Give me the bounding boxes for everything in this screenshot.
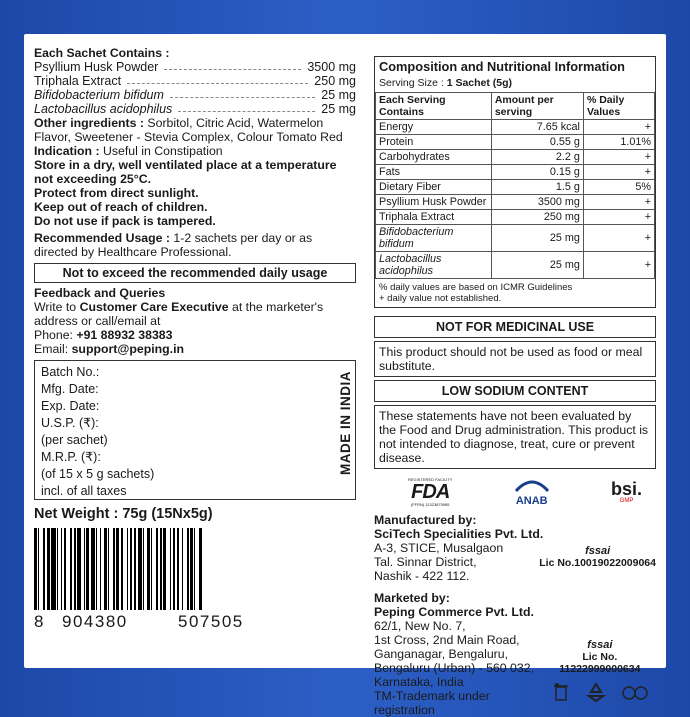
email-address[interactable]: support@peping.in <box>71 342 184 356</box>
cell-dv: + <box>583 195 654 210</box>
cell-amount: 2.2 g <box>491 150 583 165</box>
cell-amount: 3500 mg <box>491 195 583 210</box>
low-sodium-title: LOW SODIUM CONTENT <box>441 384 589 398</box>
serving-label: Serving Size : <box>379 77 447 89</box>
marketer-address-2: 1st Cross, 2nd Main Road, <box>374 633 520 647</box>
marketer-fssai <box>544 619 656 717</box>
footnote-2: + daily value not established. <box>379 293 502 304</box>
barcode-digit-1: 8 <box>34 612 45 631</box>
trash-bin-icon <box>551 681 571 703</box>
recycle-icon <box>585 681 607 703</box>
marketer-heading: Marketed by: <box>374 591 450 605</box>
fda-logo-text: FDA <box>411 481 450 503</box>
not-medicinal-text-box <box>374 341 656 377</box>
phone-number[interactable]: +91 88932 38383 <box>76 328 173 342</box>
table-row <box>376 150 655 165</box>
marketer-block <box>374 591 656 717</box>
recycle-icons <box>544 681 656 703</box>
phone-line <box>34 328 356 342</box>
mrp: M.R.P. (₹): <box>41 450 101 464</box>
marketer-name: Peping Commerce Pvt. Ltd. <box>374 605 534 619</box>
manufacturer-row <box>374 541 656 583</box>
cell-name: Protein <box>376 135 492 150</box>
cell-name: Psyllium Husk Powder <box>376 195 492 210</box>
barcode-digit-2: 904380 <box>62 612 128 631</box>
table-row <box>376 195 655 210</box>
other-ingredients-text: Sorbitol, Citric Acid, Watermelon Flavor, Sweetener - Stevia Complex, Colour Tomato Red <box>34 116 343 144</box>
not-medicinal-title: NOT FOR MEDICINAL USE <box>435 320 595 334</box>
sachet-item-name: Triphala Extract <box>34 74 122 88</box>
table-row <box>376 180 655 195</box>
daily-usage-notice: Not to exceed the recommended daily usage <box>34 263 356 283</box>
usp: U.S.P. (₹): <box>41 416 99 430</box>
sachet-item-amount: 25 mg <box>321 88 356 102</box>
not-medicinal-box <box>374 316 656 338</box>
cell-dv: + <box>583 210 654 225</box>
table-row <box>376 252 655 279</box>
made-in-india: MADE IN INDIA <box>338 371 353 475</box>
manufacturer-name: SciTech Specialities Pvt. Ltd. <box>374 527 544 541</box>
cell-name: Fats <box>376 165 492 180</box>
table-row <box>376 210 655 225</box>
low-sodium-box <box>374 380 656 402</box>
cell-name: Lactobacillus acidophilus <box>376 252 492 279</box>
manufacturer-address <box>374 541 503 583</box>
cell-name: Carbohydrates <box>376 150 492 165</box>
col-header-amount: Amount per serving <box>491 93 583 120</box>
taxes-note: incl. of all taxes <box>41 484 127 498</box>
cell-amount: 1.5 g <box>491 180 583 195</box>
fssai-logo-2: fssai <box>587 639 613 651</box>
left-column <box>34 46 356 632</box>
sachet-item-name: Lactobacillus acidophilus <box>34 102 173 116</box>
usage-text: 1-2 sachets per day or as directed by Healthcare Professional. <box>34 231 313 259</box>
exp-date: Exp. Date: <box>41 399 100 413</box>
right-column <box>374 56 656 717</box>
batch-no: Batch No.: <box>41 365 100 379</box>
mfg-date: Mfg. Date: <box>41 382 99 396</box>
fssai-logo: fssai <box>585 545 611 557</box>
nutrition-footnote <box>375 279 655 307</box>
cell-name: Bifidobacterium bifidum <box>376 225 492 252</box>
feedback-text-b: Customer Care Executive <box>79 300 229 314</box>
cell-dv: + <box>583 165 654 180</box>
barcode <box>34 528 356 610</box>
marketer-address <box>374 619 544 717</box>
warning-0: Store in a dry, well ventilated place at a temperature not exceeding 25°C. <box>34 158 337 186</box>
serving-value: 1 Sachet (5g) <box>446 77 513 89</box>
feedback-text-a: Write to <box>34 300 80 314</box>
table-row <box>376 120 655 135</box>
swachh-bharat-icon <box>621 681 649 703</box>
manufacturer-block <box>374 513 656 583</box>
sachet-item-amount: 25 mg <box>321 102 356 116</box>
cell-amount: 7.65 kcal <box>491 120 583 135</box>
cell-name: Energy <box>376 120 492 135</box>
barcode-bar <box>202 528 203 610</box>
cell-dv: + <box>583 225 654 252</box>
disclaimer-box <box>374 405 656 469</box>
anab-logo <box>512 477 552 507</box>
leader-dots <box>178 102 315 112</box>
serving-size <box>375 76 655 92</box>
barcode-digit-3: 507505 <box>178 612 244 631</box>
mrp-qty: (of 15 x 5 g sachets) <box>41 467 155 481</box>
marketer-address-5: Karnataka, India <box>374 675 464 689</box>
anab-logo-text: ANAB <box>515 495 548 507</box>
manufacturer-address-2: Tal. Sinnar District, <box>374 555 477 569</box>
cell-amount: 25 mg <box>491 225 583 252</box>
marketer-lic: Lic No. 11222999000634 <box>559 651 641 675</box>
leader-dots <box>170 88 315 98</box>
usage-label: Recommended Usage : <box>34 231 170 245</box>
sachet-list <box>34 60 356 116</box>
warning-3: Do not use if pack is tampered. <box>34 214 216 228</box>
cert-logos <box>374 477 656 507</box>
cell-dv: 1.01% <box>583 135 654 150</box>
cell-dv: + <box>583 120 654 135</box>
phone-label: Phone: <box>34 328 77 342</box>
bsi-logo <box>611 480 642 504</box>
feedback-text <box>34 300 356 328</box>
footnote-1: % daily values are based on ICMR Guidelines <box>379 282 573 293</box>
sachet-heading: Each Sachet Contains : <box>34 46 170 60</box>
cell-dv: 5% <box>583 180 654 195</box>
marketer-address-4: Bengaluru (Urban) - 560 032, <box>374 661 534 675</box>
warning-1: Protect from direct sunlight. <box>34 186 199 200</box>
disclaimer-text: These statements have not been evaluated by the Food and Drug administration. This product is not intended to diagnose, treat, cure or prevent disease. <box>379 409 649 465</box>
leader-dots <box>127 74 308 84</box>
anab-arc-icon <box>512 477 552 491</box>
col-header-name: Each Serving Contains <box>376 93 492 120</box>
indication <box>34 144 356 158</box>
bsi-logo-text: bsi. <box>610 479 642 499</box>
cell-amount: 0.55 g <box>491 135 583 150</box>
table-row <box>376 135 655 150</box>
sachet-item-name: Bifidobacterium bifidum <box>34 88 164 102</box>
manufacturer-lic: Lic No.10019022009064 <box>539 557 656 569</box>
sachet-item <box>34 60 356 74</box>
batch-box <box>34 360 356 500</box>
recommended-usage <box>34 231 356 259</box>
cell-name: Triphala Extract <box>376 210 492 225</box>
other-ingredients <box>34 116 356 144</box>
manufacturer-address-1: A-3, STICE, Musalgaon <box>374 541 504 555</box>
sachet-item <box>34 88 356 102</box>
table-row <box>376 225 655 252</box>
sachet-item <box>34 102 356 116</box>
manufacturer-address-3: Nashik - 422 112. <box>374 569 470 583</box>
fda-logo <box>408 477 452 507</box>
cell-amount: 250 mg <box>491 210 583 225</box>
email-label: Email: <box>34 342 72 356</box>
nutrition-panel <box>374 56 656 308</box>
indication-text: Useful in Constipation <box>99 144 223 158</box>
email-line <box>34 342 356 356</box>
other-ingredients-label: Other ingredients : <box>34 116 144 130</box>
marketer-address-3: Ganganagar, Bengaluru, <box>374 647 509 661</box>
table-row <box>376 165 655 180</box>
marketer-address-1: 62/1, New No. 7, <box>374 619 466 633</box>
leader-dots <box>164 60 301 70</box>
cell-amount: 0.15 g <box>491 165 583 180</box>
trademark-note: TM-Trademark under registration <box>374 689 490 717</box>
barcode-digits <box>34 612 356 632</box>
per-sachet: (per sachet) <box>41 433 108 447</box>
fda-logo-top: REGISTERED FACILITY <box>408 477 453 482</box>
cell-dv: + <box>583 252 654 279</box>
cell-amount: 25 mg <box>491 252 583 279</box>
cell-name: Dietary Fiber <box>376 180 492 195</box>
sachet-item-amount: 250 mg <box>314 74 356 88</box>
manufacturer-fssai <box>539 541 656 583</box>
warning-2: Keep out of reach of children. <box>34 200 208 214</box>
indication-label: Indication : <box>34 144 100 158</box>
marketer-row <box>374 619 656 717</box>
feedback-heading: Feedback and Queries <box>34 286 166 300</box>
nutrition-table <box>375 92 655 279</box>
fda-logo-bottom: (FFRN) 11323875985 <box>410 502 450 507</box>
cell-dv: + <box>583 150 654 165</box>
not-medicinal-text: This product should not be used as food or meal substitute. <box>379 345 643 373</box>
col-header-dv: % Daily Values <box>583 93 654 120</box>
sachet-item-name: Psyllium Husk Powder <box>34 60 159 74</box>
net-weight: Net Weight : 75g (15Nx5g) <box>34 506 213 522</box>
bsi-logo-sub: GMP <box>619 498 634 504</box>
feedback-text-c: at the marketer's address or call/email at <box>34 300 324 328</box>
sachet-item-amount: 3500 mg <box>307 60 356 74</box>
label-panel <box>24 34 666 717</box>
nutrition-title: Composition and Nutritional Information <box>379 59 625 74</box>
manufacturer-heading: Manufactured by: <box>374 513 477 527</box>
sachet-item <box>34 74 356 88</box>
